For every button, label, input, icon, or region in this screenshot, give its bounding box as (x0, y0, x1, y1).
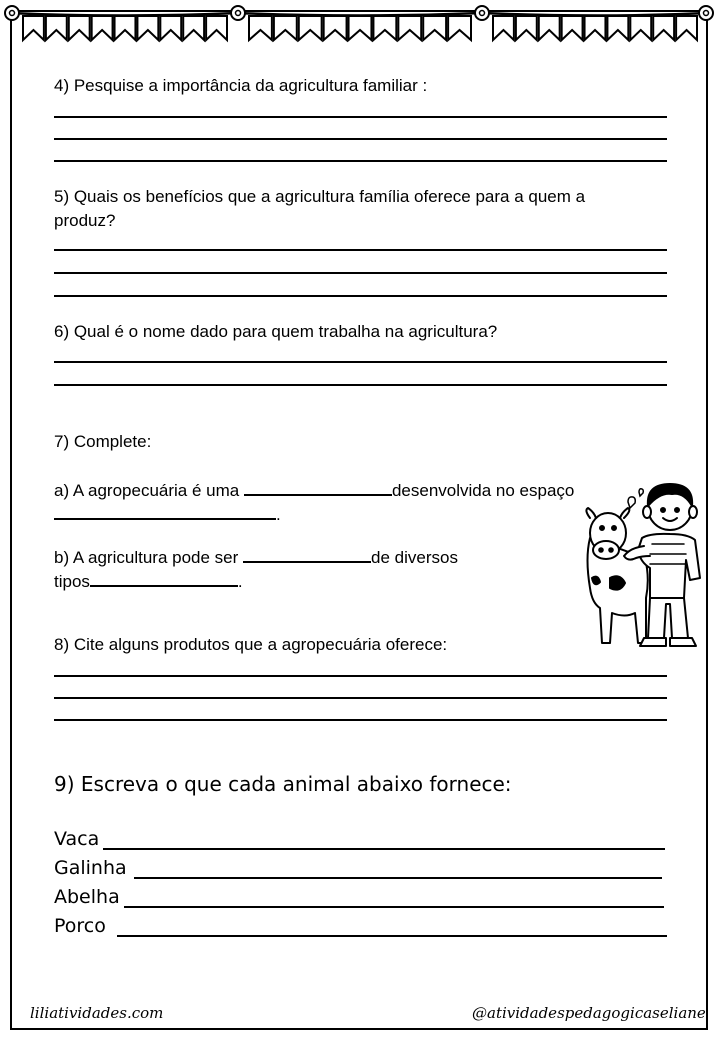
bunting-flag (115, 16, 136, 40)
question-7b-text-1: b) A agricultura pode ser (54, 548, 244, 567)
bunting-flag (299, 16, 322, 40)
bunting-flag (206, 16, 227, 40)
bunting-flag (585, 16, 606, 40)
question-6: 6) Qual é o nome dado para quem trabalha na agricultura? (54, 322, 498, 341)
bunting-flag (607, 16, 628, 40)
bunting-flag (493, 16, 514, 40)
answer-line[interactable] (54, 361, 667, 363)
bunting-flag (539, 16, 560, 40)
animal-label: Porco (54, 915, 106, 937)
bunting-flag (46, 16, 67, 40)
question-7a-line-2 (54, 500, 281, 527)
animal-label: Abelha (54, 886, 120, 908)
bunting-flag (398, 16, 421, 40)
bunting-flag (183, 16, 204, 40)
answer-line[interactable] (54, 249, 667, 251)
heart-icon (628, 489, 643, 508)
answer-line[interactable] (54, 160, 667, 162)
fill-blank[interactable] (243, 543, 371, 563)
bunting-flag (274, 16, 297, 40)
question-7b-line-2 (54, 567, 243, 594)
bunting-flag (349, 16, 372, 40)
question-7b-text-3: tipos (54, 572, 90, 591)
animal-answer-line[interactable] (134, 877, 662, 879)
bunting-flag (676, 16, 697, 40)
footer-handle: @atividadespedagogicaseliane (472, 1004, 706, 1022)
bunting-flag (516, 16, 537, 40)
question-7a-end: . (276, 505, 281, 524)
bunting-flag (69, 16, 90, 40)
bunting-flag (562, 16, 583, 40)
bunting-flag (23, 16, 44, 40)
question-7b-text-2: de diversos (371, 548, 458, 567)
fill-blank[interactable] (90, 567, 238, 587)
animal-label: Galinha (54, 857, 127, 879)
bunting-flag (630, 16, 651, 40)
answer-line[interactable] (54, 295, 667, 297)
question-5-line-1: 5) Quais os benefícios que a agricultura família oferece para a quem a (54, 187, 586, 206)
fill-blank[interactable] (244, 476, 392, 496)
animal-answer-line[interactable] (103, 848, 665, 850)
bunting-decoration (0, 0, 720, 60)
bunting-flag (448, 16, 471, 40)
bunting-flag (373, 16, 396, 40)
question-7a-text-1: a) A agropecuária é uma (54, 481, 244, 500)
animal-answer-line[interactable] (124, 906, 664, 908)
answer-line[interactable] (54, 697, 667, 699)
animal-answer-line[interactable] (117, 935, 667, 937)
bunting-flag (324, 16, 347, 40)
bunting-flag (137, 16, 158, 40)
question-7b (54, 543, 458, 570)
bunting-flag (160, 16, 181, 40)
bunting-flag (92, 16, 113, 40)
question-8: 8) Cite alguns produtos que a agropecuária oferece: (54, 635, 448, 654)
bunting-flag (423, 16, 446, 40)
animal-label: Vaca (54, 828, 100, 850)
answer-line[interactable] (54, 116, 667, 118)
bunting-flag (653, 16, 674, 40)
answer-line[interactable] (54, 719, 667, 721)
boy-with-cow-illustration (580, 478, 710, 658)
question-7a (54, 476, 574, 503)
answer-line[interactable] (54, 138, 667, 140)
fill-blank[interactable] (54, 500, 276, 520)
footer-website: liliatividades.com (30, 1004, 164, 1022)
question-7-title: 7) Complete: (54, 432, 152, 451)
answer-line[interactable] (54, 272, 667, 274)
question-7b-end: . (237, 572, 243, 591)
answer-line[interactable] (54, 675, 667, 677)
question-7a-text-2: desenvolvida no espaço (391, 481, 575, 500)
question-5-line-2: produz? (54, 211, 116, 230)
question-9: 9) Escreva o que cada animal abaixo fornece: (54, 772, 512, 796)
question-4: 4) Pesquise a importância da agricultura familiar : (54, 76, 428, 95)
answer-line[interactable] (54, 384, 667, 386)
bunting-flag (249, 16, 272, 40)
